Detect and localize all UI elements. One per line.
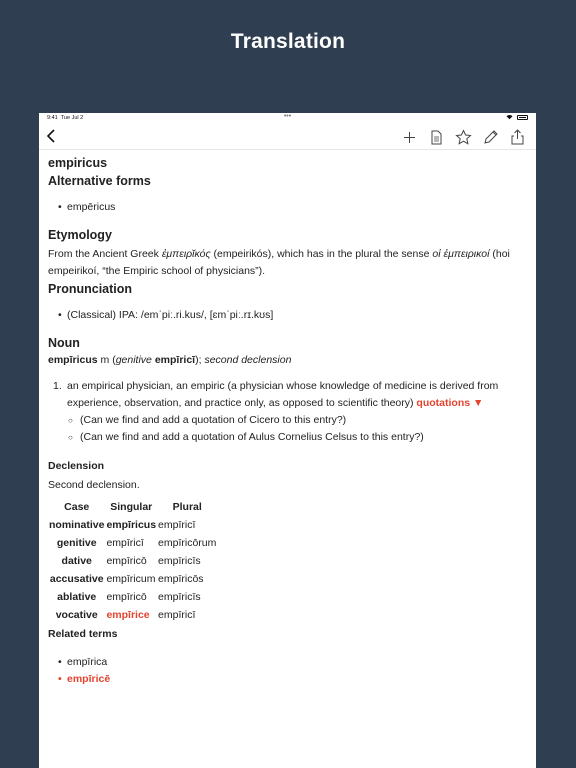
sense-1: [48, 378, 528, 412]
add-icon[interactable]: [400, 128, 419, 147]
alt-forms-heading: Alternative forms: [48, 174, 151, 188]
declension-table: [48, 498, 217, 624]
greek-term: οἱ ἐμπειρικοί: [432, 248, 490, 260]
vocative-link[interactable]: empīrice: [106, 609, 150, 621]
entry-headword: empiricus: [48, 156, 108, 170]
wifi-icon: [506, 114, 513, 120]
edit-icon[interactable]: [481, 128, 500, 147]
multitask-dots: •••: [283, 113, 292, 120]
table-row: vocative empīrice empīricī: [48, 606, 217, 624]
status-indicators: [506, 114, 528, 120]
list-item: ○ (Can we find and add a quotation of Cicero to this entry?): [68, 412, 528, 429]
related-terms-list: [58, 654, 528, 688]
table-row: genitive empīricī empīricōrum: [56, 537, 217, 549]
toolbar: [39, 124, 536, 150]
table-header-row: [48, 498, 217, 516]
noun-heading: Noun: [48, 336, 80, 350]
pronunciation-heading: Pronunciation: [48, 282, 133, 296]
related-terms-heading: Related terms: [48, 628, 118, 640]
entry-content: [39, 150, 536, 688]
document-icon[interactable]: [427, 128, 446, 147]
column-header: Singular: [110, 501, 153, 513]
quotations-toggle[interactable]: quotations ▼: [416, 397, 484, 409]
sense-text: an empirical physician, an empiric (a physician whose knowledge of medicine is derived from experience, observation, and practice only, as opposed to scientific theory): [67, 380, 499, 409]
list-item: • empēricus: [58, 199, 528, 216]
column-header: Plural: [172, 501, 202, 513]
sense-number: 1.: [53, 380, 62, 392]
promo-title: Translation: [230, 30, 346, 53]
battery-icon: [517, 115, 528, 120]
status-bar: [39, 113, 536, 124]
star-icon[interactable]: [454, 128, 473, 147]
etymology-heading: Etymology: [48, 228, 112, 242]
column-header: Case: [64, 501, 90, 513]
related-term-link[interactable]: • empīricē: [58, 671, 528, 688]
status-time: 9:41 Tue Jul 2: [47, 115, 84, 121]
share-icon[interactable]: [508, 128, 527, 147]
table-row: nominative empīricus empīricī: [49, 519, 196, 531]
declension-note: Second declension.: [48, 479, 140, 491]
list-item: ○ (Can we find and add a quotation of Aulus Cornelius Celsus to this entry?): [68, 429, 528, 446]
quotation-requests: [68, 412, 528, 446]
greek-term: ἐμπειρῐκός: [161, 248, 211, 260]
related-term[interactable]: • empīrica: [58, 654, 528, 671]
table-row: ablative empīricō empīricīs: [57, 591, 201, 603]
table-row: dative empīricō empīricīs: [61, 555, 201, 567]
back-chevron-icon[interactable]: [43, 127, 61, 145]
declension-heading: Declension: [48, 460, 105, 472]
toolbar-actions: [400, 128, 527, 147]
pronunciation-list: [58, 307, 528, 324]
alt-forms-list: [58, 199, 528, 216]
table-row: accusative empīricum empīricōs: [49, 573, 204, 585]
noun-headline: empīricus m (genitive empīricī); second declension: [48, 354, 292, 366]
etymology-text: From the Ancient Greek ἐμπειρῐκός (empeirikós), which has in the plural the sense οἱ ἐμπειρικοί (hoi empeirikoí, “the Empiric school of physicians”).: [48, 248, 510, 277]
list-item: • (Classical) IPA: /emˈpiː.ri.kus/, [ɛmˈpiː.rɪ.kʊs]: [58, 307, 528, 324]
device-screen: [39, 113, 536, 768]
